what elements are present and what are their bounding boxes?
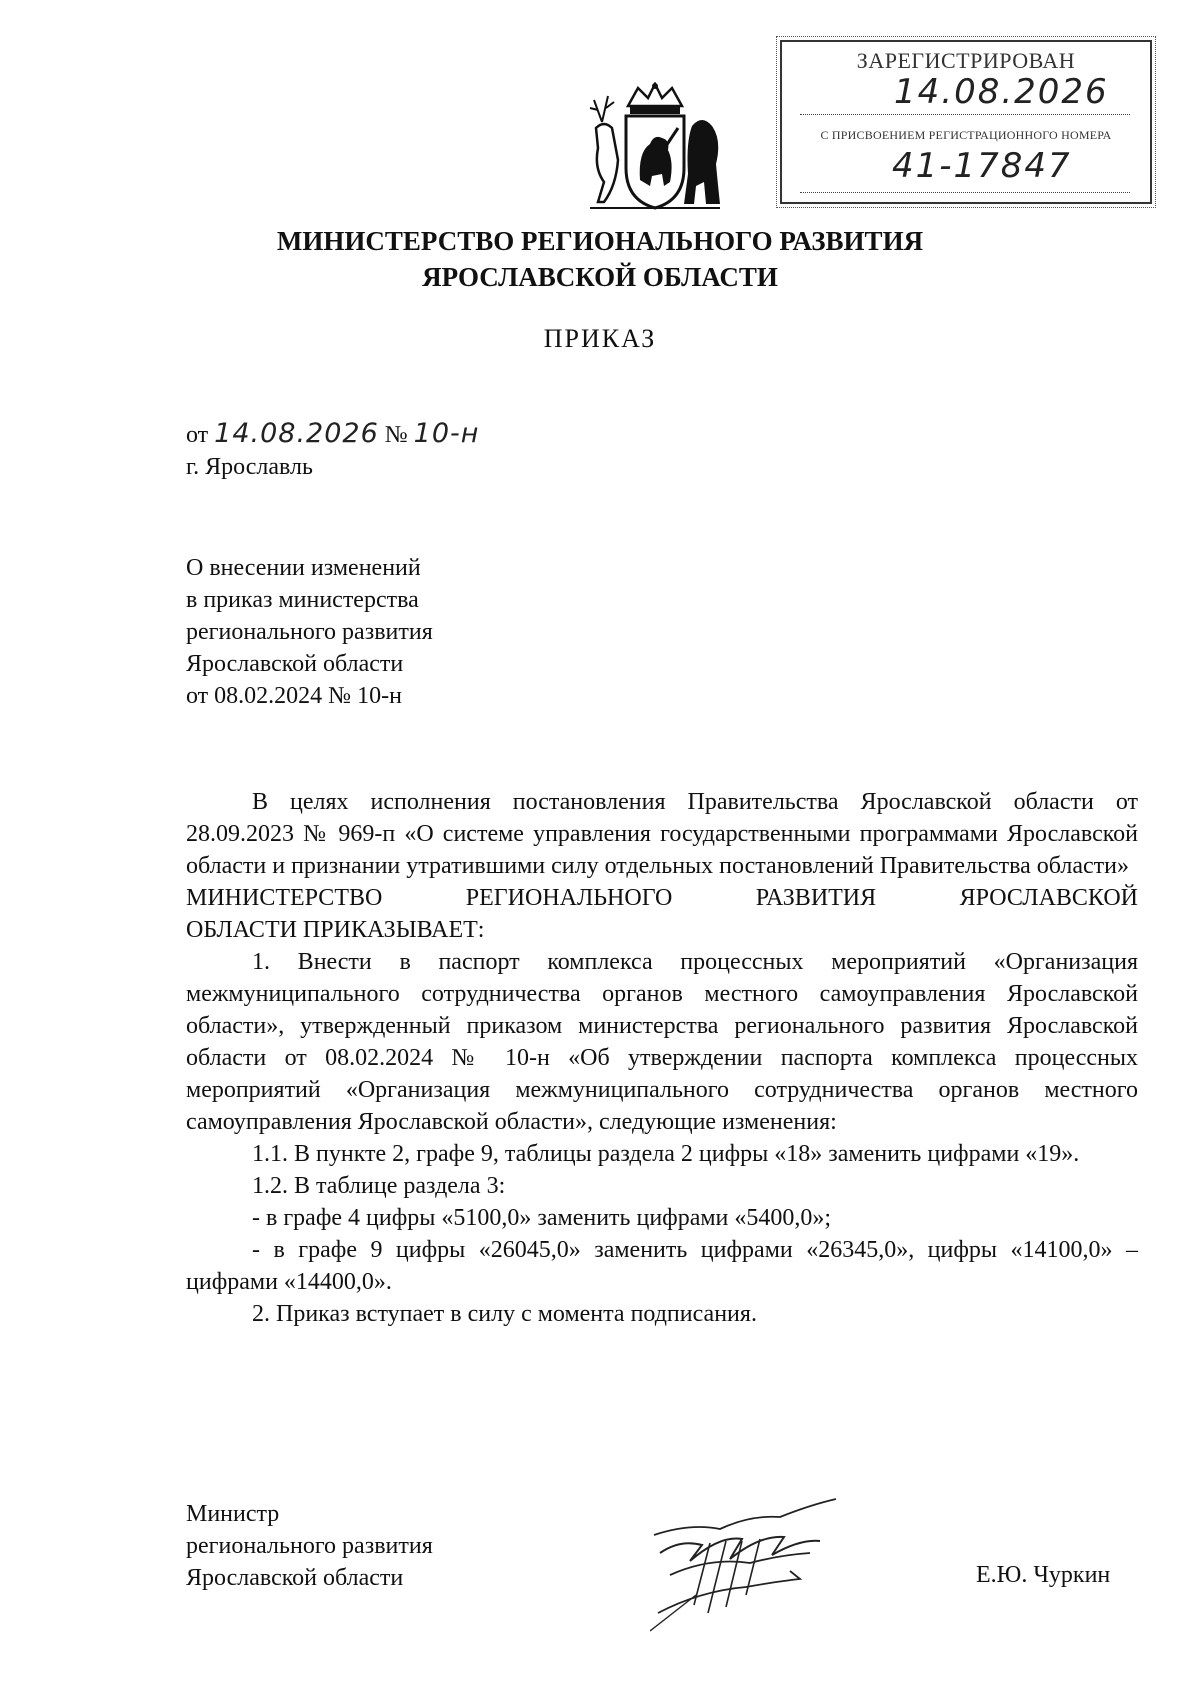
position-line: регионального развития xyxy=(186,1533,433,1559)
stamp-registration-number: 41-17847 xyxy=(892,146,1072,186)
item-2: 2. Приказ вступает в силу с момента подписания. xyxy=(252,1301,757,1327)
decree-line: ОБЛАСТИ ПРИКАЗЫВАЕТ: xyxy=(186,917,485,943)
subject-line: от 08.02.2024 № 10-н xyxy=(186,683,402,709)
ministry-name-line1: МИНИСТЕРСТВО РЕГИОНАЛЬНОГО РАЗВИТИЯ xyxy=(276,226,924,256)
subject-line: О внесении изменений xyxy=(186,555,421,581)
position-line: Ярославской области xyxy=(186,1565,404,1591)
order-number: 10-н xyxy=(413,418,480,449)
order-subject xyxy=(186,552,433,712)
city: г. Ярославль xyxy=(186,454,313,480)
item-1-2: 1.2. В таблице раздела 3: xyxy=(252,1173,506,1199)
stamp-divider xyxy=(800,114,1130,115)
order-date-line xyxy=(186,418,479,449)
yaroslavl-coat-of-arms-icon xyxy=(580,82,730,214)
stamp-divider xyxy=(800,192,1130,193)
stamp-title: ЗАРЕГИСТРИРОВАН xyxy=(856,48,1076,73)
registration-stamp xyxy=(780,40,1152,204)
item-1-2-b: - в графе 9 цифры «26045,0» заменить цифрами «26345,0», цифры «14100,0» – цифрами «14400,0». xyxy=(186,1237,1138,1295)
subject-line: Ярославской области xyxy=(186,651,404,677)
document-type: ПРИКАЗ xyxy=(543,324,657,353)
subject-line: регионального развития xyxy=(186,619,433,645)
order-date: 14.08.2026 xyxy=(214,418,379,449)
signatory-position xyxy=(186,1498,433,1594)
item-1: 1. Внести в паспорт комплекса процессных мероприятий «Организация межмуниципального сотрудничества органов местного самоуправления Ярославской области», утвержденный приказом министерства регионального развития Ярославской области от 08.02.2024 № 10-н «Об утверждении паспорта комплекса процессных мероприятий «Организация межмуниципального сотрудничества органов местного самоуправления Ярославской области», следующие изменения: xyxy=(186,949,1138,1135)
intro-paragraph: В целях исполнения постановления Правительства Ярославской области от 28.09.2023 № 969-п «О системе управления государственными программами Ярославской области и признании утратившими силу отдельных постановлений Правительства области» xyxy=(186,789,1138,879)
item-1-2-a: - в графе 4 цифры «5100,0» заменить цифрами «5400,0»; xyxy=(252,1205,832,1231)
number-label: № xyxy=(384,422,408,448)
subject-line: в приказ министерства xyxy=(186,587,419,613)
ministry-name-line2: ЯРОСЛАВСКОЙ ОБЛАСТИ xyxy=(422,262,778,292)
stamp-registration-date: 14.08.2026 xyxy=(894,72,1109,112)
item-1-1: 1.1. В пункте 2, графе 9, таблицы раздела 2 цифры «18» заменить цифрами «19». xyxy=(252,1141,1080,1167)
signatory-name: Е.Ю. Чуркин xyxy=(976,1562,1111,1588)
position-line: Министр xyxy=(186,1501,280,1527)
stamp-caption: С ПРИСВОЕНИЕМ РЕГИСТРАЦИОННОГО НОМЕРА xyxy=(820,128,1112,142)
from-label: от xyxy=(186,422,209,448)
order-body xyxy=(186,786,1138,1330)
handwritten-signature xyxy=(650,1495,840,1635)
decree-line: МИНИСТЕРСТВО РЕГИОНАЛЬНОГО РАЗВИТИЯ ЯРОСЛАВСКОЙ xyxy=(186,885,1138,911)
